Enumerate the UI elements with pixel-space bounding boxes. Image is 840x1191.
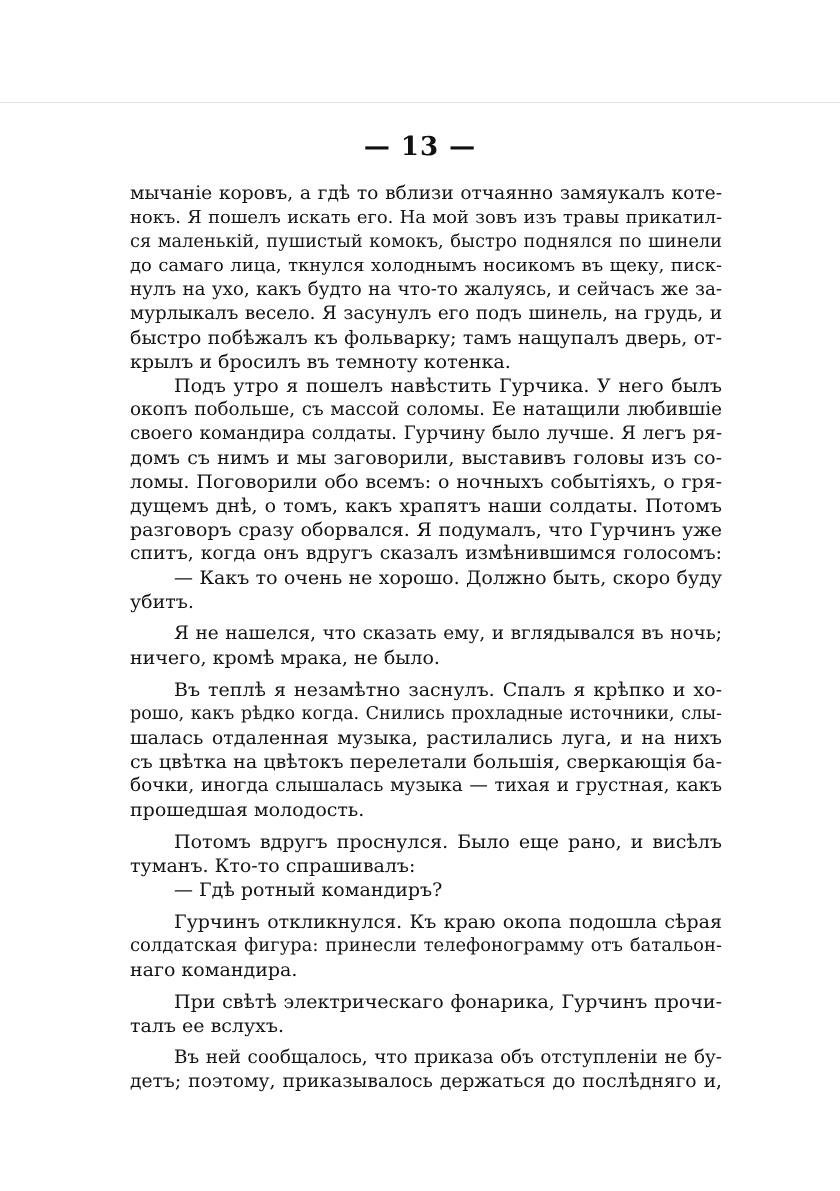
text-line: спитъ, когда онъ вдругъ сказалъ измѣнившимся голосомъ: (130, 543, 722, 564)
text-line: ничего, кромѣ мрака, не было. (130, 647, 440, 669)
text-line: При свѣтѣ электрическаго фонарика, Гурчинъ прочи- (174, 991, 722, 1013)
text-line: Гурчинъ откликнулся. Къ краю окопа подошла сѣрая (174, 911, 722, 933)
text-line: детъ; поэтому, приказывалось держаться до послѣдняго и, (130, 1071, 722, 1092)
text-line: Подъ утро я пошелъ навѣстить Гурчика. У него былъ (174, 375, 722, 397)
text-line: Потомъ вдругъ проснулся. Было еще рано, и висѣлъ (174, 831, 722, 853)
text-line: Въ ней сообщалось, что приказа объ отступленіи не бу- (174, 1047, 722, 1068)
text-line: быстро побѣжалъ къ фольварку; тамъ нащупалъ дверь, от- (130, 327, 722, 349)
text-line: нулъ на ухо, какъ будто на что-то жалуясь, и сейчасъ же за- (130, 279, 722, 300)
text-line: нокъ. Я пошелъ искать его. На мой зовъ изъ травы прикатил- (130, 207, 722, 228)
text-line: прошедшая молодость. (130, 799, 365, 821)
body-text (130, 182, 722, 1094)
text-line: рошо, какъ рѣдко когда. Снились прохладные источники, слы- (130, 704, 722, 724)
text-line: талъ ее вслухъ. (130, 1015, 284, 1037)
text-line: съ цвѣтка на цвѣтокъ перелетали большія, сверкающія ба- (130, 751, 722, 773)
text-line: шалась отдаленная музыка, растилались луга, и на нихъ (130, 727, 722, 749)
text-line: — Какъ то очень не хорошо. Должно быть, скоро буду (174, 567, 722, 589)
text-line: крылъ и бросилъ въ темноту котенка. (130, 351, 511, 373)
text-line: дущемъ днѣ, о томъ, какъ храпятъ наши солдаты. Потомъ (130, 495, 722, 517)
text-line: туманъ. Кто-то спрашивалъ: (130, 855, 416, 877)
text-line: своего командира солдаты. Гурчину было лучше. Я легъ ря- (130, 423, 722, 444)
text-line: — Гдѣ ротный командиръ? (174, 879, 443, 901)
text-line: домъ съ нимъ и мы заговорили, выставивъ головы изъ со- (130, 447, 722, 469)
scan-edge-line (0, 102, 840, 103)
text-line: окопъ побольше, съ массой соломы. Ее натащили любившіе (130, 399, 722, 420)
text-line: Я не нашелся, что сказать ему, и вглядывался въ ночь; (174, 623, 722, 644)
text-line: солдатская фигура: принесли телефонограмму отъ батальон- (130, 935, 722, 956)
text-line: мычаніе коровъ, а гдѣ то вблизи отчаянно замяукалъ коте- (130, 183, 722, 204)
text-line: убитъ. (130, 591, 194, 613)
page-number: — 13 — (363, 132, 477, 162)
text-line: мурлыкалъ весело. Я засунулъ его подъ шинель, на грудь, и (130, 303, 722, 324)
text-line: бочки, иногда слышалась музыка — тихая и грустная, какъ (130, 775, 722, 796)
text-line: ломы. Поговорили обо всемъ: о ночныхъ событіяхъ, о гря- (130, 471, 722, 493)
text-line: до самаго лица, ткнулся холоднымъ носикомъ въ щеку, писк- (130, 255, 722, 276)
text-line: ся маленькій, пушистый комокъ, быстро поднялся по шинели (130, 231, 722, 252)
text-line: разговоръ сразу оборвался. Я подумалъ, что Гурчинъ уже (130, 519, 722, 541)
text-line: Въ теплѣ я незамѣтно заснулъ. Спалъ я крѣпко и хо- (174, 679, 722, 701)
text-line: наго командира. (130, 959, 298, 981)
